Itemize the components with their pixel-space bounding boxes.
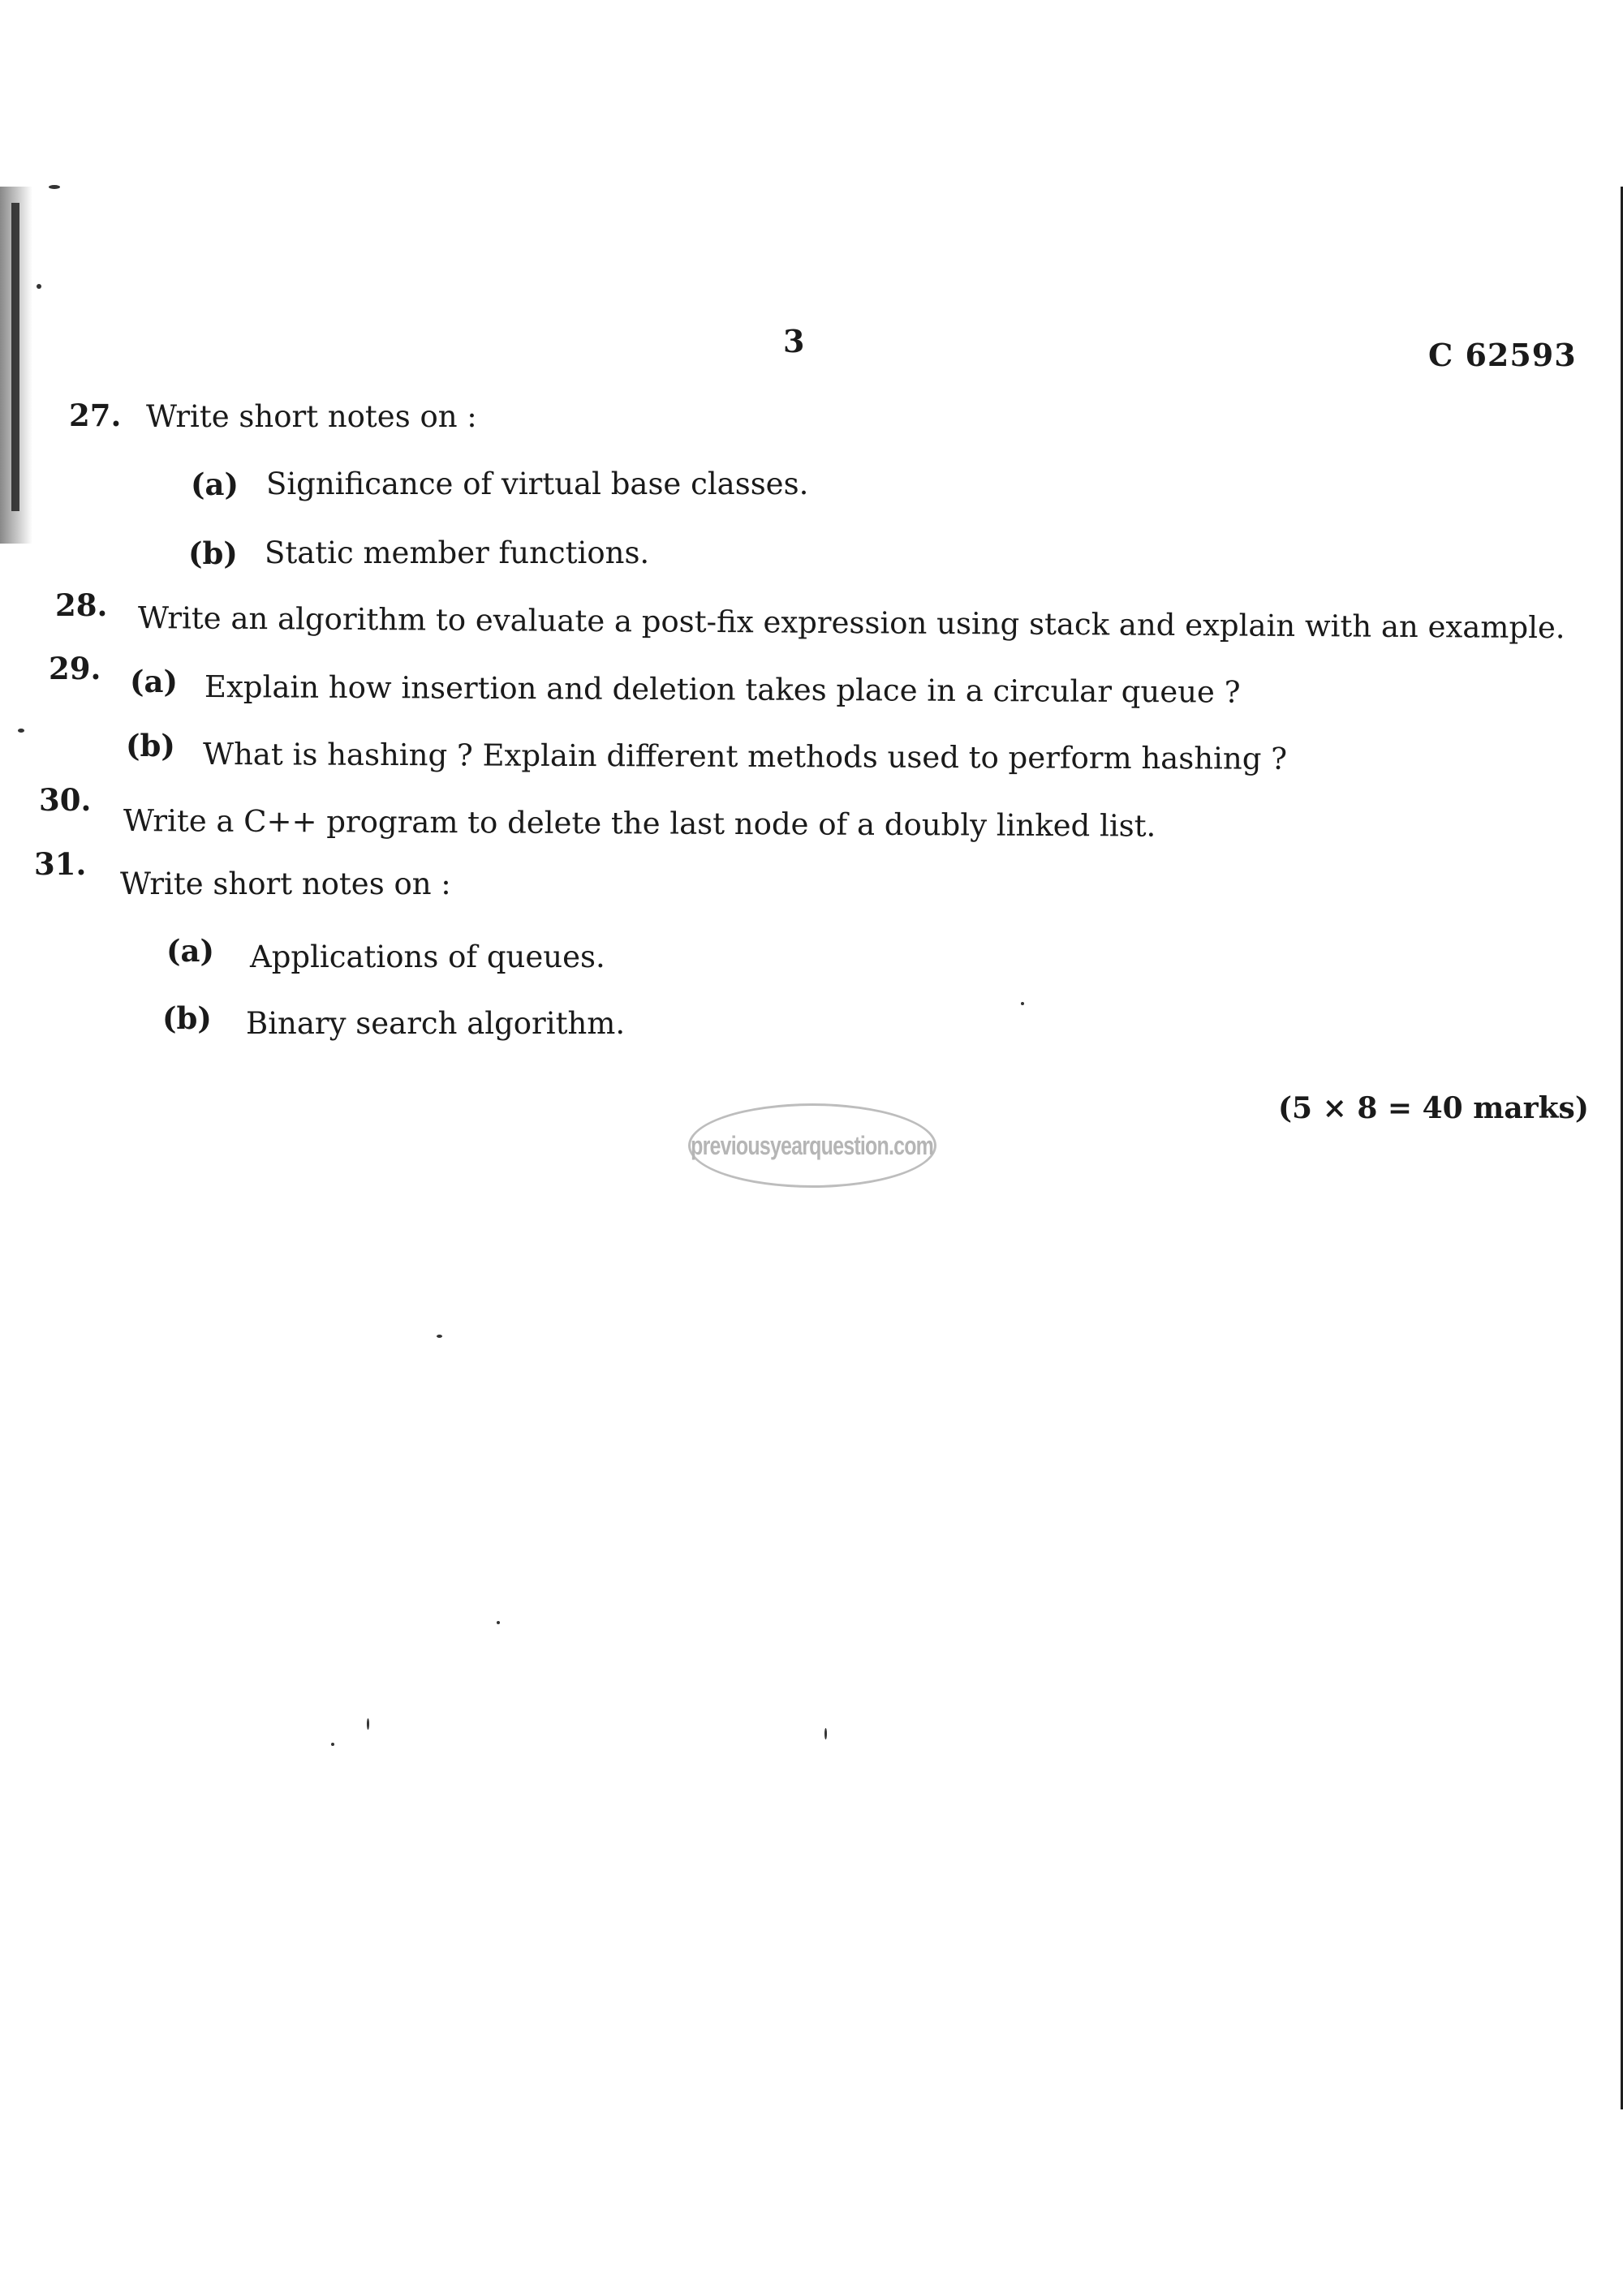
part-text: Significance of virtual base classes. <box>266 467 809 501</box>
marks-summary: (5 × 8 = 40 marks) <box>1278 1091 1589 1125</box>
scan-speck <box>367 1718 369 1730</box>
part-label: (b) <box>162 1000 212 1036</box>
scan-speck <box>18 729 24 733</box>
part-text: Applications of queues. <box>250 939 605 974</box>
part-label: (b) <box>126 728 175 763</box>
question-number: 31. <box>34 846 87 882</box>
scan-speck <box>497 1621 500 1624</box>
scan-edge-mark-left <box>11 203 19 511</box>
question-text: Write an algorithm to evaluate a post-fix expression using stack and explain with an example. <box>137 600 1565 646</box>
question-text: Write a C++ program to delete the last node of a doubly linked list. <box>123 803 1156 844</box>
part-text: Static member functions. <box>265 535 650 570</box>
question-number: 30. <box>39 782 92 818</box>
page-number: 3 <box>783 323 805 359</box>
question-number: 29. <box>49 651 101 686</box>
scan-speck <box>437 1335 442 1338</box>
question-text: Write short notes on : <box>146 399 477 434</box>
scan-speck <box>49 185 60 189</box>
scan-speck <box>824 1728 827 1739</box>
question-number: 27. <box>69 398 122 433</box>
watermark-text: previousyearquestion.com <box>691 1130 934 1160</box>
part-text: Explain how insertion and deletion takes place in a circular queue ? <box>204 669 1241 710</box>
part-label: (b) <box>188 535 238 571</box>
scan-speck <box>331 1743 334 1746</box>
scan-speck <box>37 284 41 289</box>
part-text: What is hashing ? Explain different methods used to perform hashing ? <box>202 737 1288 776</box>
part-label: (a) <box>191 467 239 502</box>
question-text: Write short notes on : <box>120 866 451 901</box>
part-label: (a) <box>130 664 178 699</box>
watermark-stamp <box>688 1103 936 1188</box>
part-label: (a) <box>166 933 214 969</box>
paper-code: C 62593 <box>1428 337 1577 373</box>
question-number: 28. <box>55 587 108 623</box>
scan-speck <box>1021 1002 1024 1005</box>
part-text: Binary search algorithm. <box>246 1006 626 1041</box>
